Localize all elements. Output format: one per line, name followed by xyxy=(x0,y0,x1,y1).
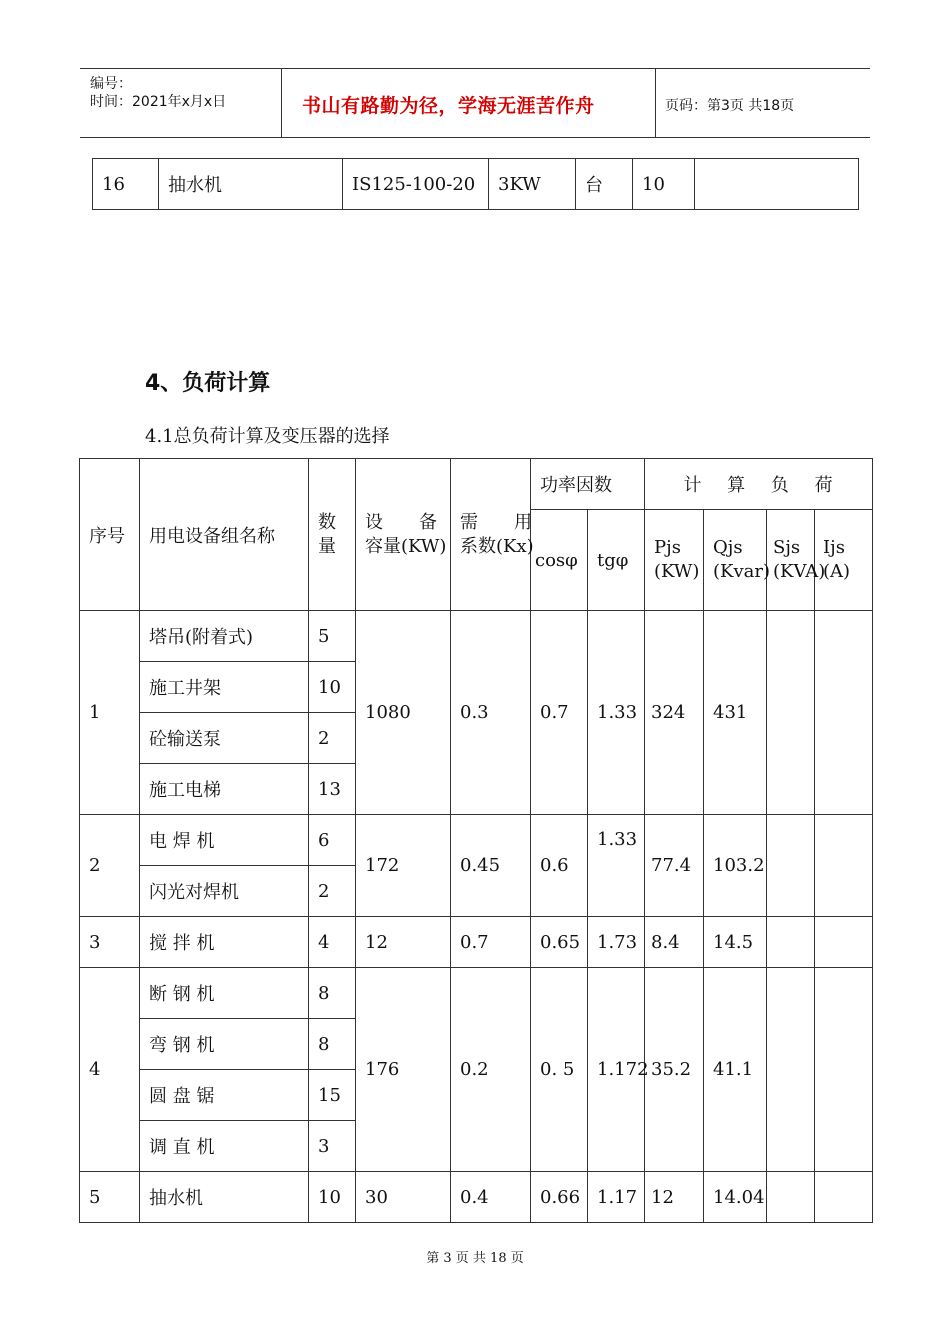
cell-name: 抽水机 xyxy=(159,159,343,210)
cell-quantity: 13 xyxy=(309,764,356,815)
load-calculation-table xyxy=(79,458,873,1223)
load-table-body xyxy=(80,611,873,1223)
cell-pjs: 8.4 xyxy=(645,917,704,968)
cell-capacity: 30 xyxy=(356,1172,451,1223)
cell-sjs xyxy=(767,917,815,968)
cell-group-index: 5 xyxy=(80,1172,140,1223)
header-divider xyxy=(281,69,282,137)
header-divider xyxy=(655,69,656,137)
header-calculated-load: 计 算 负 荷 xyxy=(645,459,873,510)
cell-cos: 0. 5 xyxy=(531,968,588,1172)
cell-ijs xyxy=(815,611,873,815)
cell-cos: 0.7 xyxy=(531,611,588,815)
cell-group-index: 4 xyxy=(80,968,140,1172)
cell-qjs: 14.04 xyxy=(704,1172,767,1223)
cell-cos: 0.65 xyxy=(531,917,588,968)
cell-equipment-name: 搅 拌 机 xyxy=(140,917,309,968)
table-row xyxy=(80,968,873,1019)
document-date-label: 时间：2021年x月x日 xyxy=(90,94,227,110)
cell-equipment-name: 塔吊(附着式) xyxy=(140,611,309,662)
cell-sjs xyxy=(767,611,815,815)
cell-equipment-name: 电 焊 机 xyxy=(140,815,309,866)
cell-ijs xyxy=(815,1172,873,1223)
header-ijs: Ijs (A) xyxy=(815,510,873,611)
cell-group-index: 1 xyxy=(80,611,140,815)
cell-qjs: 431 xyxy=(704,611,767,815)
cell-equipment-name: 抽水机 xyxy=(140,1172,309,1223)
cell-quantity: 10 xyxy=(309,1172,356,1223)
header-capacity: 设 备 容量(KW) xyxy=(356,459,451,611)
cell-equipment-name: 圆 盘 锯 xyxy=(140,1070,309,1121)
cell-pjs: 324 xyxy=(645,611,704,815)
cell-ijs xyxy=(815,815,873,917)
cell-ijs xyxy=(815,968,873,1172)
cell-index: 16 xyxy=(93,159,159,210)
table-header-row xyxy=(80,459,873,510)
cell-cos: 0.66 xyxy=(531,1172,588,1223)
header-index: 序号 xyxy=(80,459,140,611)
cell-cos: 0.6 xyxy=(531,815,588,917)
header-pjs: Pjs (KW) xyxy=(645,510,704,611)
cell-quantity: 2 xyxy=(309,866,356,917)
cell-tg: 1.172 xyxy=(588,968,645,1172)
cell-pjs: 12 xyxy=(645,1172,704,1223)
header-page-indicator: 页码：第3页 共18页 xyxy=(665,98,795,114)
cell-power: 3KW xyxy=(489,159,576,210)
cell-quantity: 2 xyxy=(309,713,356,764)
cell-capacity: 176 xyxy=(356,968,451,1172)
header-equipment-name: 用电设备组名称 xyxy=(140,459,309,611)
cell-tg: 1.33 xyxy=(588,815,645,917)
header-power-factor: 功率因数 xyxy=(531,459,645,510)
cell-sjs xyxy=(767,815,815,917)
cell-quantity: 8 xyxy=(309,1019,356,1070)
cell-qjs: 14.5 xyxy=(704,917,767,968)
cell-capacity: 1080 xyxy=(356,611,451,815)
cell-tg: 1.73 xyxy=(588,917,645,968)
cell-capacity: 12 xyxy=(356,917,451,968)
cell-unit: 台 xyxy=(576,159,633,210)
cell-tg: 1.33 xyxy=(588,611,645,815)
cell-qjs: 103.2 xyxy=(704,815,767,917)
cell-equipment-name: 施工电梯 xyxy=(140,764,309,815)
cell-equipment-name: 闪光对焊机 xyxy=(140,866,309,917)
page-footer: 第 3 页 共 18 页 xyxy=(426,1251,524,1266)
cell-quantity: 5 xyxy=(309,611,356,662)
cell-pjs: 35.2 xyxy=(645,968,704,1172)
header-quantity: 数 量 xyxy=(309,459,356,611)
cell-equipment-name: 砼输送泵 xyxy=(140,713,309,764)
cell-equipment-name: 施工井架 xyxy=(140,662,309,713)
header-motto: 书山有路勤为径，学海无涯苦作舟 xyxy=(302,95,595,117)
cell-quantity: 4 xyxy=(309,917,356,968)
cell-quantity: 6 xyxy=(309,815,356,866)
table-row xyxy=(80,1172,873,1223)
cell-equipment-name: 断 钢 机 xyxy=(140,968,309,1019)
cell-tg: 1.17 xyxy=(588,1172,645,1223)
cell-capacity: 172 xyxy=(356,815,451,917)
cell-demand-factor: 0.2 xyxy=(451,968,531,1172)
header-cos: cosφ xyxy=(531,510,588,611)
cell-model: IS125-100-20 xyxy=(343,159,489,210)
table-row xyxy=(80,815,873,866)
cell-group-index: 3 xyxy=(80,917,140,968)
cell-quantity: 10 xyxy=(633,159,695,210)
cell-pjs: 77.4 xyxy=(645,815,704,917)
cell-demand-factor: 0.4 xyxy=(451,1172,531,1223)
cell-sjs xyxy=(767,968,815,1172)
cell-qjs: 41.1 xyxy=(704,968,767,1172)
header-tg: tgφ xyxy=(588,510,645,611)
cell-quantity: 8 xyxy=(309,968,356,1019)
cell-remark xyxy=(695,159,859,210)
equipment-table-continued xyxy=(92,158,859,210)
header-qjs: Qjs (Kvar) xyxy=(704,510,767,611)
section-title: 4、负荷计算 xyxy=(145,371,271,396)
header-sjs: Sjs (KVA) xyxy=(767,510,815,611)
table-row xyxy=(80,917,873,968)
cell-equipment-name: 弯 钢 机 xyxy=(140,1019,309,1070)
page-header xyxy=(80,68,870,138)
table-row xyxy=(80,611,873,662)
header-demand-factor: 需 用 系数(Kx) xyxy=(451,459,531,611)
cell-ijs xyxy=(815,917,873,968)
cell-demand-factor: 0.7 xyxy=(451,917,531,968)
cell-equipment-name: 调 直 机 xyxy=(140,1121,309,1172)
cell-demand-factor: 0.45 xyxy=(451,815,531,917)
cell-group-index: 2 xyxy=(80,815,140,917)
cell-quantity: 15 xyxy=(309,1070,356,1121)
document-number-label: 编号： xyxy=(90,76,132,92)
cell-quantity: 3 xyxy=(309,1121,356,1172)
cell-sjs xyxy=(767,1172,815,1223)
cell-demand-factor: 0.3 xyxy=(451,611,531,815)
section-subtitle: 4.1总负荷计算及变压器的选择 xyxy=(145,426,390,447)
cell-quantity: 10 xyxy=(309,662,356,713)
table-row xyxy=(93,159,859,210)
